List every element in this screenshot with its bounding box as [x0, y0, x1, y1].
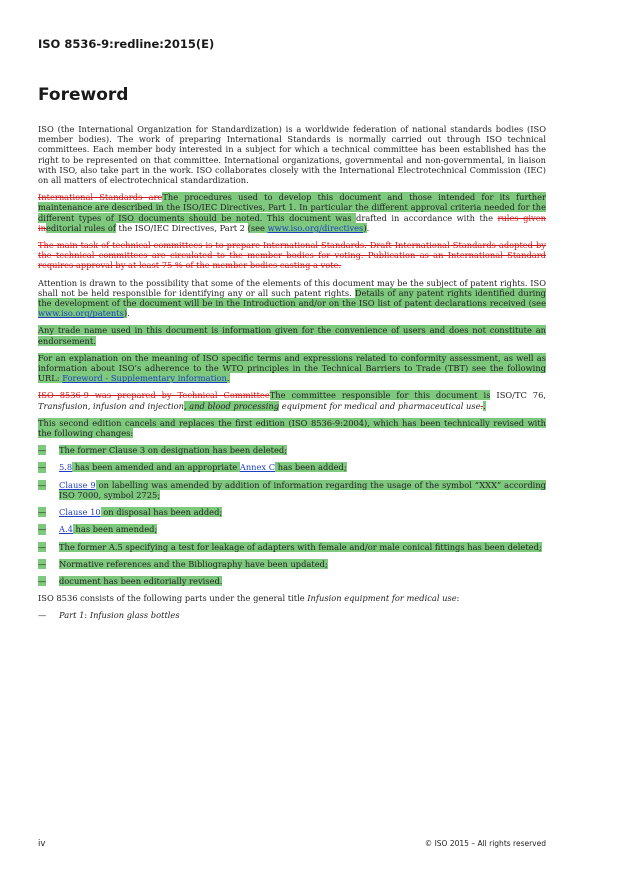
paragraph-trade-name	[38, 325, 546, 345]
part-title: Infusion glass bottles	[89, 610, 180, 621]
link-clause-10[interactable]: Clause 10	[59, 507, 101, 518]
inserted-text: )	[123, 308, 128, 319]
committee-title: equipment for medical and pharmaceutical use	[279, 400, 481, 411]
link-clause-5-8[interactable]: 5.8	[59, 462, 73, 473]
list-item-change-8	[38, 576, 546, 586]
deleted-text: ISO 8536-9 was prepared by Technical Committee	[38, 390, 270, 401]
inserted-text: The former A.5 specifying a test for leakage of adapters with female and/or male conical fittings has been deleted;	[59, 541, 542, 552]
list-item-change-7	[38, 559, 546, 569]
paragraph-committee	[38, 390, 546, 410]
inserted-text: (see	[247, 222, 268, 233]
inserted-text: )	[363, 222, 367, 233]
link-annex-c[interactable]: Annex C	[239, 462, 276, 473]
paragraph-procedures	[38, 192, 546, 233]
inserted-text: .	[483, 400, 486, 411]
list-dash: —	[38, 462, 47, 473]
inserted-text: This second edition cancels and replaces the first edition (ISO 8536-9:2004), which has been technically revised with the following changes:	[38, 417, 546, 439]
paragraph-iso-intro: ISO (the International Organization for Standardization) is a worldwide federation of national standards bodies (ISO member bodies). The work of preparing International Standards is normally carried out through ISO technical committees. Each member body interested in a subject for which a technical committee has been established has the right to be represented on that committee. International organizations, governmental and non-governmental, in liaison with ISO, also take part in the work. ISO collaborates closely with the International Electrotechnical Commission (IEC) on all matters of electrotechnical standardization.	[38, 124, 546, 186]
list-dash: —	[38, 541, 47, 552]
list-item-change-2	[38, 462, 546, 472]
inserted-text: editorial rules of	[46, 222, 116, 233]
deleted-text: rules given in	[38, 212, 546, 233]
list-item-change-1	[38, 445, 546, 455]
paragraph-patents	[38, 278, 546, 319]
part-number: Part 1	[59, 610, 85, 621]
inserted-text: document has been editorially revised.	[59, 575, 223, 586]
paragraph-parts-intro	[38, 593, 546, 603]
inserted-text: Normative references and the Bibliography have been updated;	[59, 558, 328, 569]
plain-text: ISO/TC 76,	[490, 390, 546, 401]
page-title: Foreword	[38, 85, 129, 105]
link-directives[interactable]: www.iso.org/directives	[267, 222, 364, 233]
plain-text: Attention is drawn to the possibility that some of the elements of this document may be the subject of patent rights. ISO shall not be held responsible for identifying any or all such patent rights.	[38, 277, 546, 298]
plain-text: .	[127, 308, 130, 319]
copyright-notice: © ISO 2015 – All rights reserved	[424, 839, 546, 848]
plain-text: :	[84, 610, 90, 621]
list-dash: —	[38, 479, 47, 490]
plain-text: ISO 8536 consists of the following parts under the general title	[38, 593, 308, 604]
paragraph-deleted-main-task: The main task of technical committees is to prepare International Standards. Draft International Standards adopted by the technical committees are circulated to the member bodies for voting. Publication as an International Standard requires approval by at least 75 % of the member bodies casting a vote.	[38, 240, 546, 271]
list-dash: —	[38, 575, 47, 586]
inserted-text: Any trade name used in this document is information given for the convenience of users and does not constitute an endorsement.	[38, 325, 546, 346]
list-item-change-6	[38, 542, 546, 552]
foreword-body	[38, 124, 546, 628]
paragraph-second-edition	[38, 418, 546, 438]
inserted-text: has been added;	[275, 462, 347, 473]
list-dash: —	[38, 558, 47, 569]
list-dash: —	[38, 524, 47, 535]
list-item-part-1	[38, 610, 546, 620]
inserted-text: on disposal has been added;	[100, 507, 223, 518]
list-dash: —	[38, 445, 47, 456]
plain-text: :	[456, 593, 460, 604]
inserted-text: has been amended and an appropriate	[72, 462, 240, 473]
link-clause-9[interactable]: Clause 9	[59, 479, 96, 490]
list-dash: —	[38, 610, 47, 621]
inserted-text: The procedures used to develop this document and those intended for its further maintenance are described in the ISO/IEC Directives, Part 1. In particular the different approval criteria needed for the different types of ISO documents should be noted. This document was	[38, 192, 546, 223]
general-title: Infusion equipment for medical use	[307, 593, 457, 604]
inserted-text: has been amended;	[72, 524, 158, 535]
deleted-text: International Standards are	[38, 192, 163, 203]
plain-text: .	[366, 222, 370, 233]
inserted-text: The former Clause 3 on designation has been deleted;	[59, 445, 287, 456]
inserted-text: .	[226, 373, 230, 384]
plain-text: drafted in accordance with the	[356, 212, 498, 223]
list-item-change-3	[38, 480, 546, 500]
link-supplementary-information[interactable]: Foreword - Supplementary information	[62, 373, 227, 384]
inserted-text: Details of any patent rights identified during the development of the document will be in the Introduction and/or on the ISO list of patent declarations received (see	[38, 287, 546, 309]
inserted-text: , and blood processing	[183, 400, 280, 411]
list-item-change-5	[38, 524, 546, 534]
inserted-text: For an explanation on the meaning of ISO specific terms and expressions related to conformity assessment, as well as information about ISO’s adherence to the WTO principles in the Technical Barriers to Trade (TBT) see the following URL:	[38, 352, 546, 384]
committee-title: Transfusion, infusion and injection	[38, 400, 184, 411]
document-id-header: ISO 8536-9:redline:2015(E)	[38, 37, 215, 51]
link-patents[interactable]: www.iso.org/patents	[38, 308, 124, 319]
page-number: iv	[38, 839, 46, 849]
deleted-text: .	[480, 400, 484, 411]
list-item-change-4	[38, 507, 546, 517]
inserted-text: The committee responsible for this document is	[269, 390, 491, 401]
plain-text: the ISO/IEC Directives, Part 2	[115, 222, 248, 233]
inserted-text: on labelling was amended by addition of information regarding the usage of the symbol “XXX” according ISO 7000, symbol 2725;	[59, 479, 546, 500]
list-dash: —	[38, 507, 47, 518]
paragraph-wto	[38, 353, 546, 384]
link-a-4[interactable]: A.4	[59, 524, 73, 535]
